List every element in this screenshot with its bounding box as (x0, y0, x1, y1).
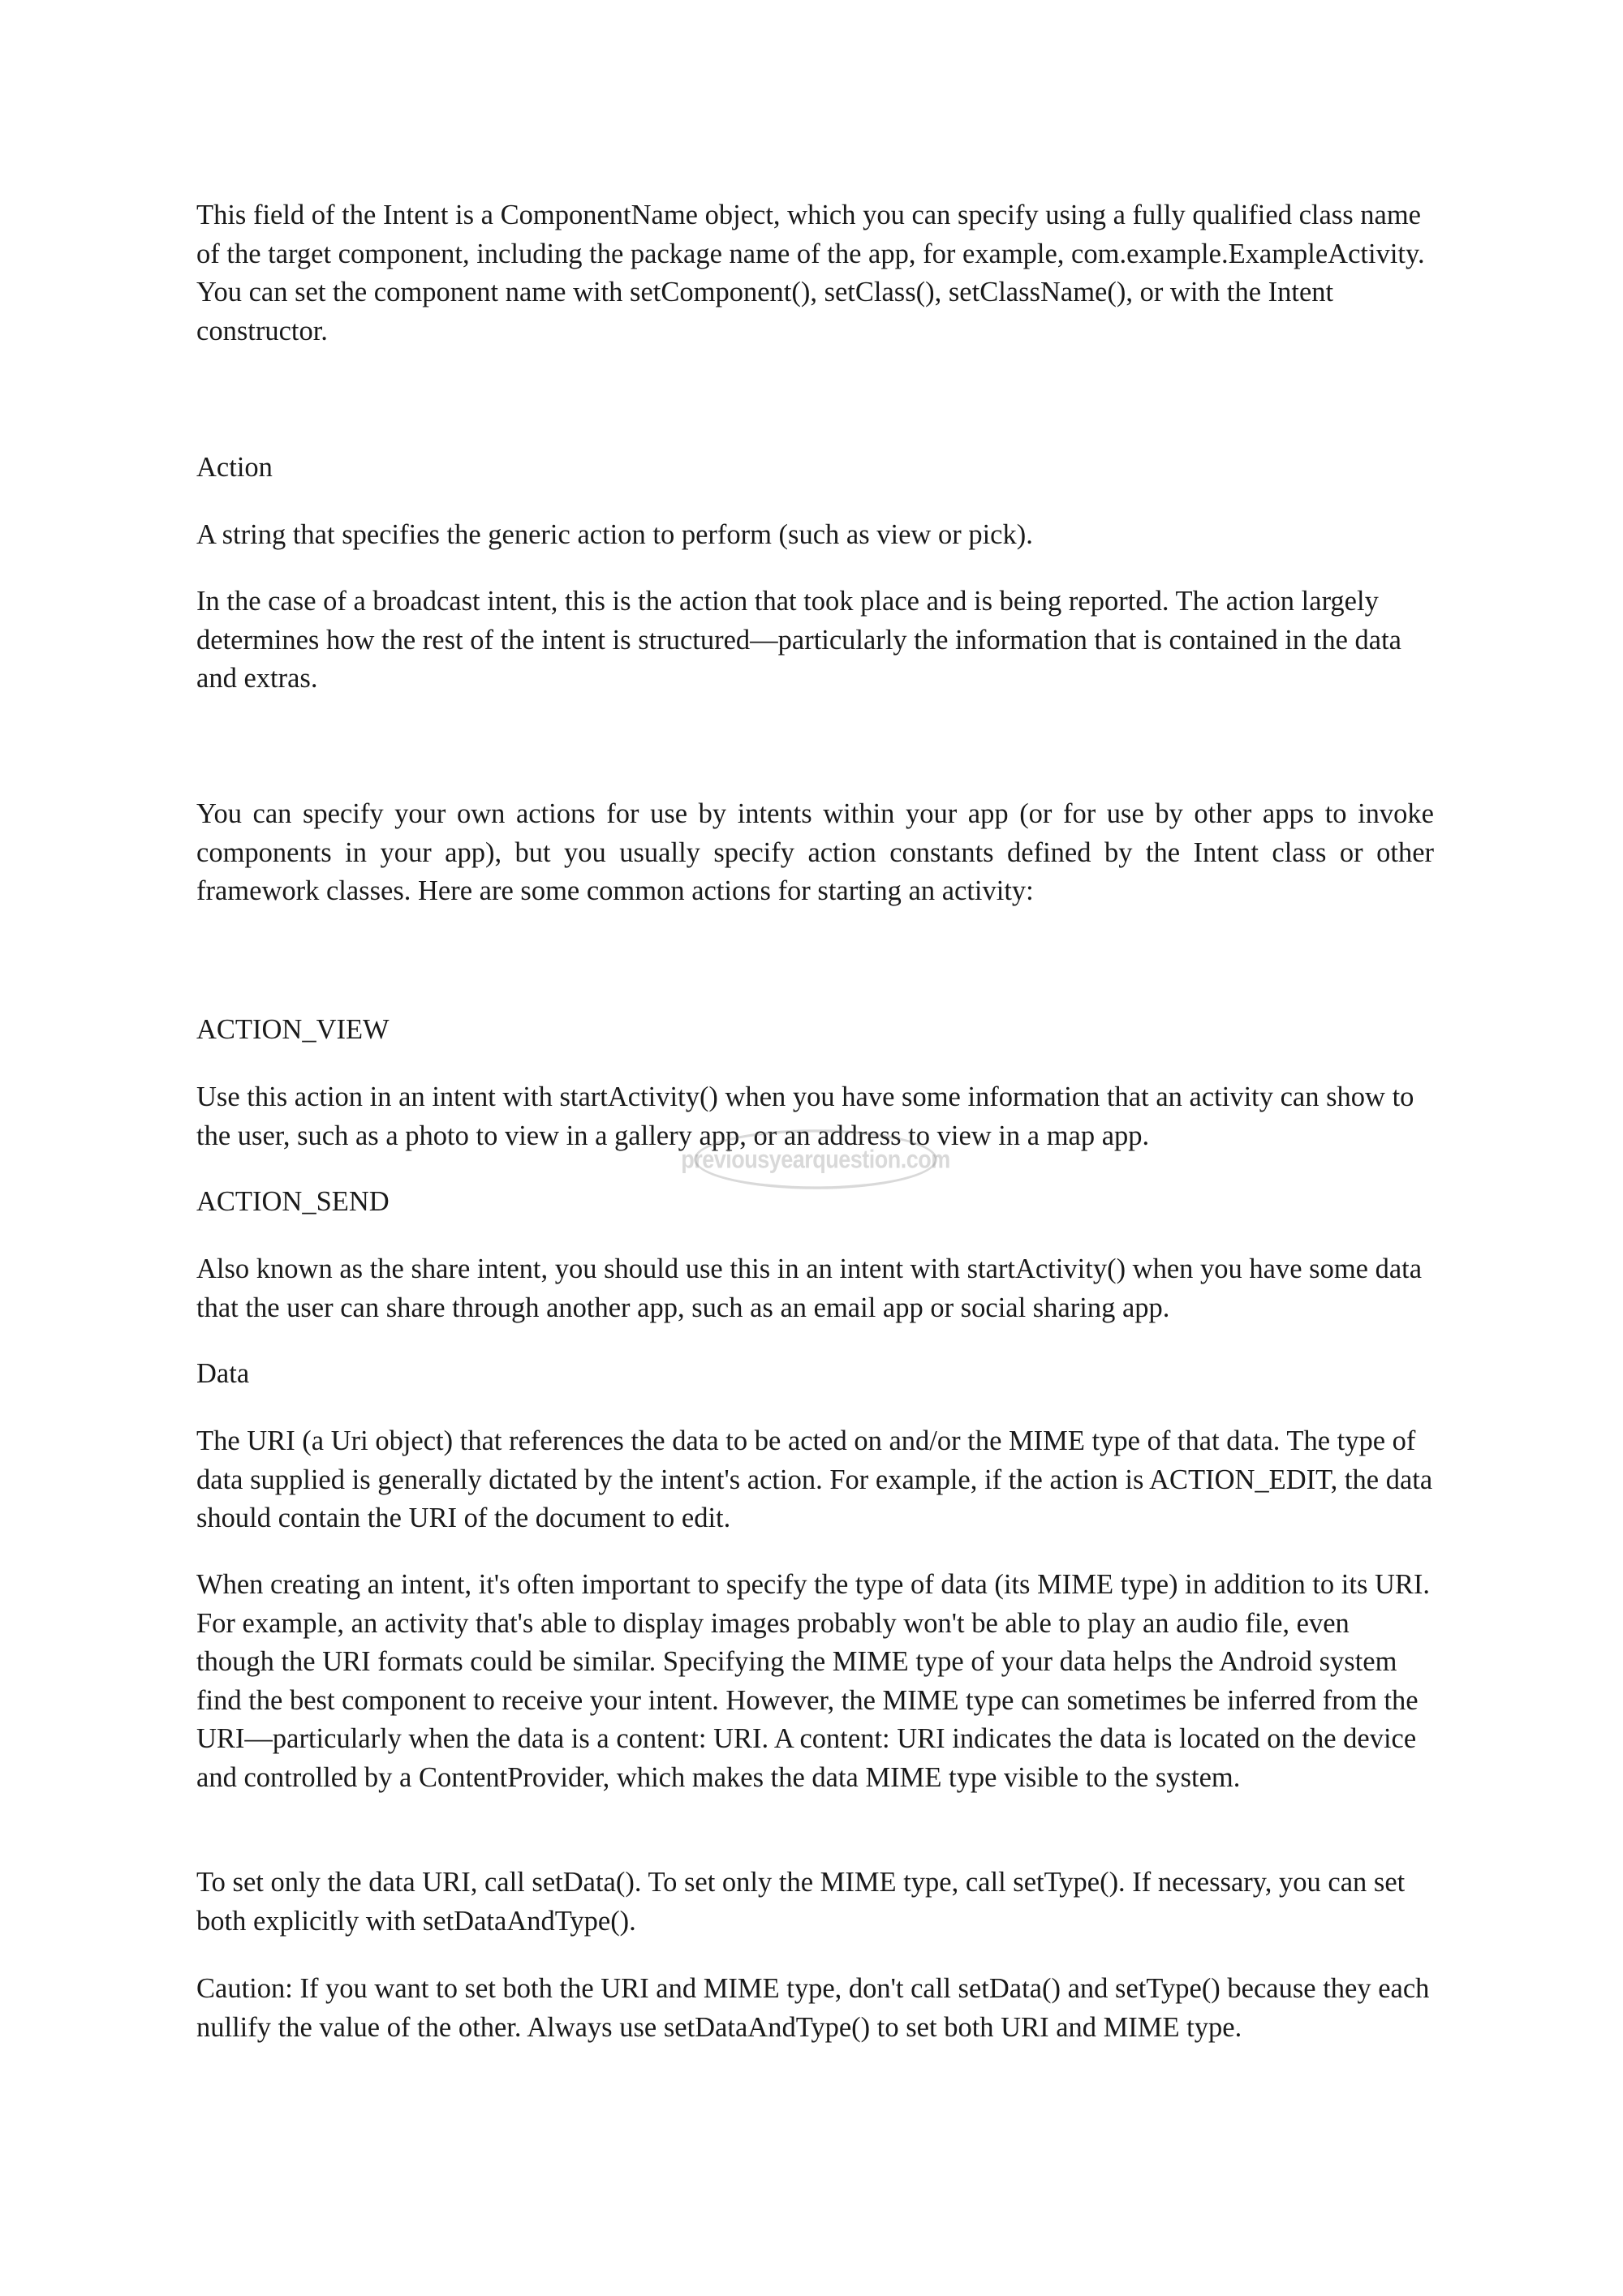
paragraph-action-send: Also known as the share intent, you should use this in an intent with startActivity() when you have some data that the user can share through another app, such as an email app or social sharing app. (196, 1253, 1423, 1323)
paragraph-action-view: Use this action in an intent with startActivity() when you have some information that an activity can show to the user, such as a photo to view in a gallery app, or an address to view in a map app. (196, 1081, 1414, 1151)
paragraph-own-actions: You can specify your own actions for use by intents within your app (or for use by other apps to invoke components in your app), but you usually specify action constants defined by the Intent class or other framework classes. Here are some common actions for starting an activity: (196, 798, 1434, 906)
heading-action-view: ACTION_VIEW (196, 1014, 390, 1045)
paragraph-caution: Caution: If you want to set both the URI and MIME type, don't call setData() and setType() because they each nullify the value of the other. Always use setDataAndType() to set both URI and MIME type. (196, 1973, 1430, 2043)
heading-action-send: ACTION_SEND (196, 1186, 390, 1217)
paragraph-broadcast-intent: In the case of a broadcast intent, this is the action that took place and is being reported. The action largely determines how the rest of the intent is structured—particularly the information that is contained in the data and extras. (196, 586, 1401, 694)
paragraph-action-definition: A string that specifies the generic action to perform (such as view or pick). (196, 519, 1033, 550)
heading-action: Action (196, 452, 273, 483)
paragraph-component-name: This field of the Intent is a ComponentName object, which you can specify using a fully qualified class name of the target component, including the package name of the app, for example, com.example.ExampleActivity. You can set the component name with setComponent(), setClass(), setClassName(), or with the Intent constructor. (196, 200, 1425, 346)
paragraph-mime-type: When creating an intent, it's often important to specify the type of data (its MIME type) in addition to its URI. For example, an activity that's able to display images probably won't be able to play an audio file, even though the URI formats could be similar. Specifying the MIME type of your data helps the Android system find the best component to receive your intent. However, the MIME type can sometimes be inferred from the URI—particularly when the data is a content: URI. A content: URI indicates the data is located on the device and controlled by a ContentProvider, which makes the data MIME type visible to the system. (196, 1569, 1431, 1793)
heading-data: Data (196, 1358, 250, 1389)
paragraph-uri: The URI (a Uri object) that references the data to be acted on and/or the MIME type of that data. The type of data supplied is generally dictated by the intent's action. For example, if the action is ACTION_EDIT, the data should contain the URI of the document to edit. (196, 1425, 1433, 1533)
watermark-text: previousyearquestion.com (681, 1145, 950, 1173)
paragraph-set-data: To set only the data URI, call setData(). To set only the MIME type, call setType(). If necessary, you can set both explicitly with setDataAndType(). (196, 1867, 1406, 1937)
